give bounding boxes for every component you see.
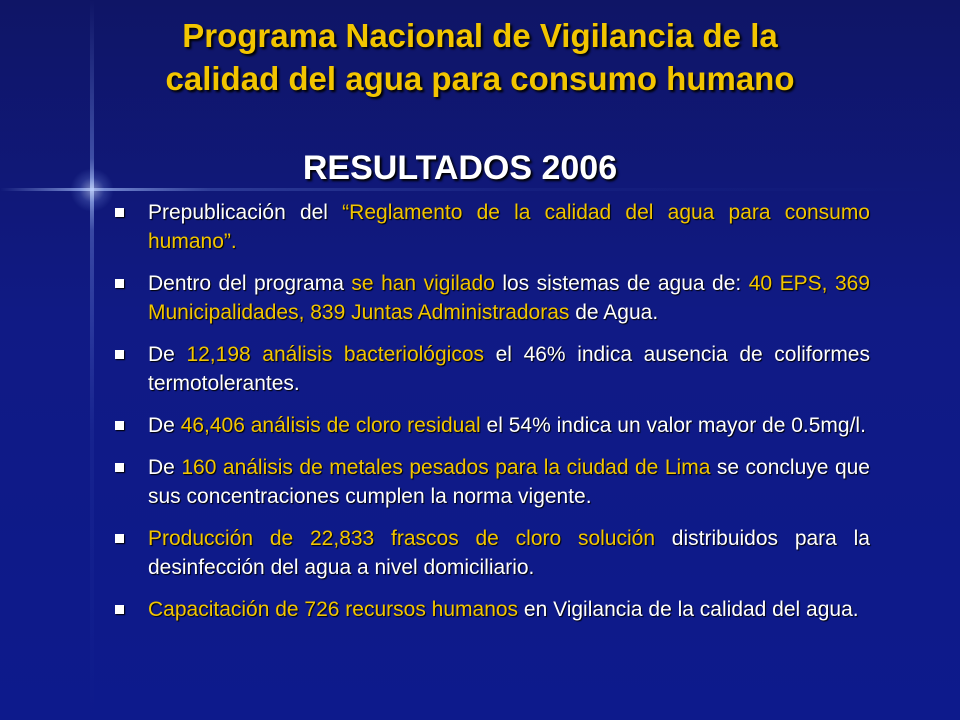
bullet-text: el 46% indica ausencia de coliformes termotolerantes. xyxy=(148,343,870,395)
bullet-item xyxy=(113,524,870,582)
bullet-text: los sistemas de agua de: xyxy=(494,272,749,295)
bullet-item xyxy=(113,453,870,511)
square-bullet-icon xyxy=(115,605,124,614)
bullet-text: de Agua. xyxy=(569,301,659,324)
square-bullet-icon xyxy=(115,463,124,472)
slide-title-line-2: calidad del agua para consumo humano xyxy=(165,60,795,97)
bullet-text: De xyxy=(148,343,187,366)
slide-title xyxy=(0,14,960,100)
decorative-glow-vertical xyxy=(90,0,94,720)
bullet-text: se concluye que sus concentraciones cumplen la norma vigente. xyxy=(148,456,870,508)
slide-subtitle: RESULTADOS 2006 xyxy=(302,149,618,187)
square-bullet-icon xyxy=(115,421,124,430)
bullet-highlight-text: 160 análisis de metales pesados para la ciudad de Lima xyxy=(181,456,711,479)
bullet-highlight-text: se han vigilado xyxy=(351,272,495,295)
square-bullet-icon xyxy=(115,279,124,288)
bullet-item xyxy=(113,411,870,440)
bullet-highlight-text: 12,198 análisis bacteriológicos xyxy=(186,343,485,366)
bullet-item xyxy=(113,198,870,256)
bullet-text: en Vigilancia de la calidad del agua. xyxy=(518,598,859,621)
bullet-item xyxy=(113,340,870,398)
slide-title-line-1: Programa Nacional de Vigilancia de la xyxy=(182,17,778,54)
square-bullet-icon xyxy=(115,534,124,543)
bullet-highlight-text: “Reglamento de la calidad del agua para consumo humano”. xyxy=(148,201,870,253)
bullet-text: De xyxy=(148,414,181,437)
bullet-highlight-text: 40 EPS, 369 Municipalidades, 839 Juntas Administradoras xyxy=(148,272,870,324)
bullet-highlight-text: Producción de 22,833 frascos de cloro solución xyxy=(148,527,656,550)
bullet-highlight-text: Capacitación de 726 recursos humanos xyxy=(148,598,519,621)
results-bullet-list xyxy=(113,198,870,637)
square-bullet-icon xyxy=(115,208,124,217)
bullet-highlight-text: 46,406 análisis de cloro residual xyxy=(180,414,481,437)
bullet-text: Dentro del programa xyxy=(148,272,352,295)
bullet-text: Prepublicación del xyxy=(148,201,343,224)
bullet-item xyxy=(113,269,870,327)
bullet-item xyxy=(113,595,870,624)
bullet-text: De xyxy=(148,456,182,479)
square-bullet-icon xyxy=(115,350,124,359)
bullet-text: distribuidos para la desinfección del agua a nivel domiciliario. xyxy=(148,527,870,579)
bullet-text: el 54% indica un valor mayor de 0.5mg/l. xyxy=(480,414,866,437)
